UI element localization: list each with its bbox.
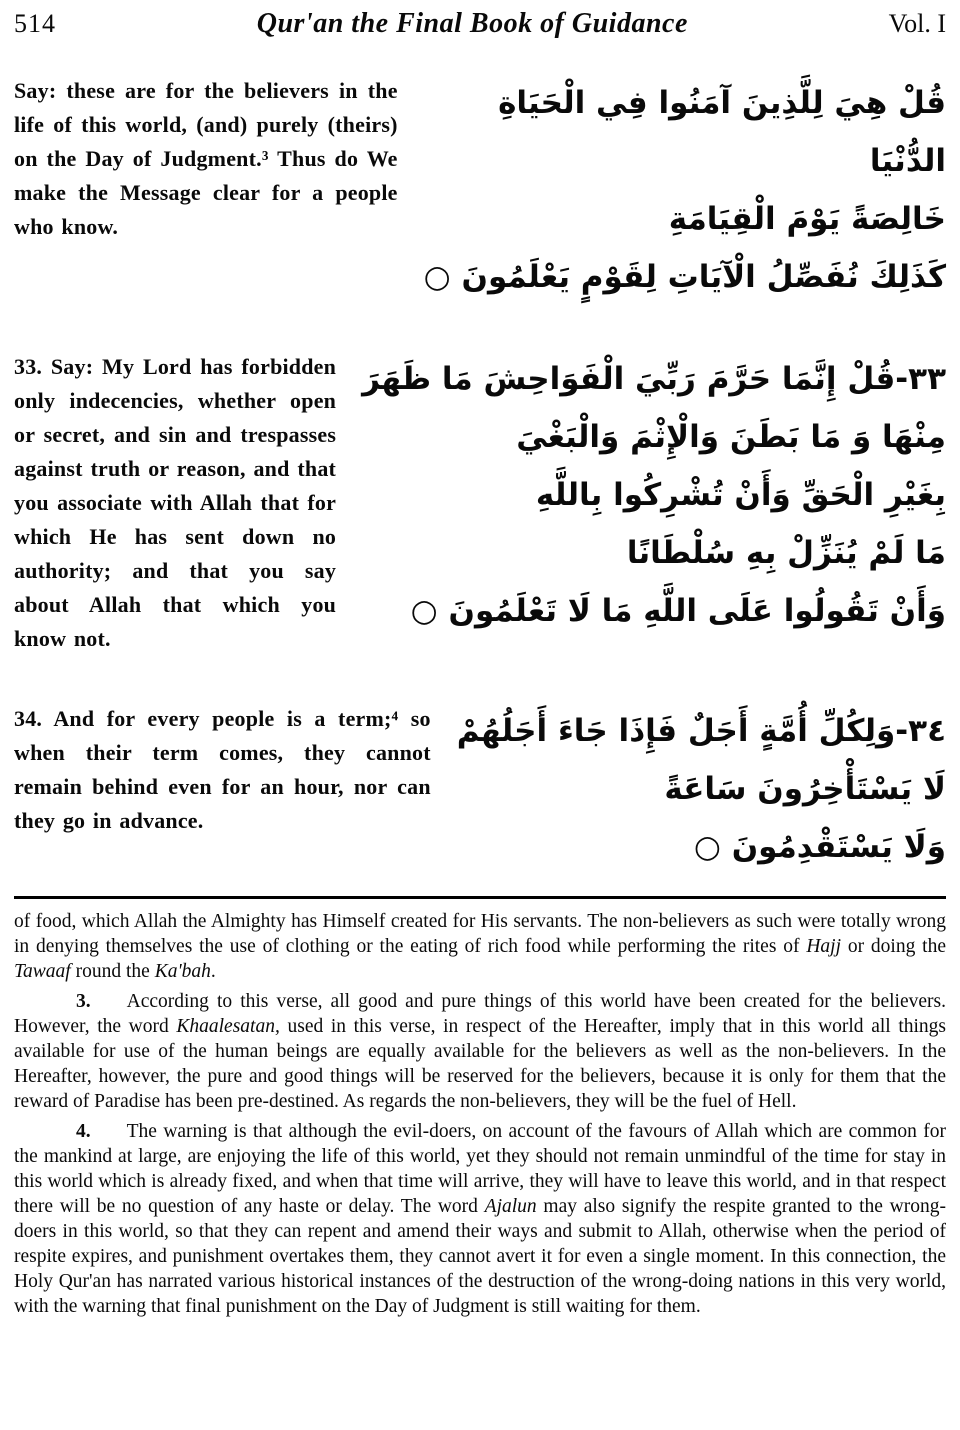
verse-block-32 — [14, 74, 946, 306]
verse-32-english: Say: these are for the believers in the life of this world, (and) purely (theirs) on the Day of Judgment.³ Thus do We make the Message clear for a people who know. — [14, 78, 398, 239]
verse-block-33 — [14, 350, 946, 656]
arabic-line: وَأَنْ تَقُولُوا عَلَى اللَّهِ مَا لَا تَعْلَمُونَ ○ — [410, 593, 946, 629]
footnote-paragraph — [14, 989, 946, 1114]
verse-block-34 — [14, 702, 946, 876]
footnote-number: 4. — [76, 1121, 91, 1142]
arabic-line: الدُّنْيَا — [869, 143, 946, 179]
volume-label: Vol. I — [888, 9, 946, 38]
footnote-text: of food, which Allah the Almighty has Himself created for His servants. The non-believers as such were totally wrong in denying themselves the use of clothing or the eating of rich food while performing the rites of Hajj or doing the Tawaaf round the Ka'bah. — [14, 911, 947, 982]
arabic-line: كَذَلِكَ نُفَصِّلُ الْآيَاتِ لِقَوْمٍ يَعْلَمُونَ ○ — [423, 259, 946, 295]
footnote-paragraph — [14, 909, 946, 984]
page-number: 514 — [14, 9, 56, 38]
footnotes-section — [14, 909, 946, 1319]
footnote-divider — [14, 896, 946, 899]
arabic-line: قُلْ هِيَ لِلَّذِينَ آمَنُوا فِي الْحَيَاةِ — [498, 85, 946, 121]
arabic-line: وَلَا يَسْتَقْدِمُونَ ○ — [693, 829, 946, 865]
arabic-line: بِغَيْرِ الْحَقِّ وَأَنْ تُشْرِكُوا بِاللَّهِ — [535, 477, 946, 513]
arabic-line: مِنْهَا وَ مَا بَطَنَ وَالْإِثْمَ وَالْبَغْيَ — [516, 419, 946, 455]
verse-34-arabic — [431, 702, 946, 876]
verses-section — [14, 74, 946, 876]
arabic-line: مَا لَمْ يُنَزِّلْ بِهِ سُلْطَانًا — [626, 535, 946, 571]
footnote-text: The warning is that although the evil-doers, on account of the favours of Allah which are common for the mankind at large, are enjoying the life of this world, yet they should not remain unmindful of the time for stay in this world which is already fixed, and when that time will arrive, they will have to leave this world, and in that respect there will be no question of any haste or delay. The word Ajalun may also signify the respite granted to the wrong-doers in this world, so that they can repent and amend their ways and submit to Allah, otherwise when the period of respite expires, and punishment overtakes them, they cannot avert it for even a single moment. In this connection, the Holy Qur'an has narrated various historical instances of the destruction of the wrong-doing nations in this very world, with the warning that final punishment on the Day of Judgment is still waiting for them. — [14, 1121, 946, 1317]
verse-32-arabic — [398, 74, 946, 306]
verse-33-arabic — [336, 350, 946, 640]
footnote-text: According to this verse, all good and pure things of this world have been created for the believers. However, the word Khaalesatan, used in this verse, in respect of the Hereafter, imply that in this world all things available for use of the human beings are equally available for the believers as well as the non-believers. In the Hereafter, however, the pure and good things will be reserved for the believers, because it is only for them that the reward of Paradise has been pre-destined. As regards the non-believers, they will be the fuel of Hell. — [14, 991, 946, 1112]
arabic-line: ٣٤-وَلِكُلِّ أُمَّةٍ أَجَلٌ فَإِذَا جَاءَ أَجَلُهُمْ — [456, 713, 946, 749]
arabic-line: لَا يَسْتَأْخِرُونَ سَاعَةً — [664, 771, 946, 807]
arabic-line: خَالِصَةً يَوْمَ الْقِيَامَةِ — [668, 201, 946, 237]
verse-33-english: 33. Say: My Lord has forbidden only indecencies, whether open or secret, and sin and trespasses against truth or reason, and that you associate with Allah that for which He has sent down no authority; and that you say about Allah that which you know not. — [14, 354, 337, 651]
arabic-line: ٣٣-قُلْ إِنَّمَا حَرَّمَ رَبِّيَ الْفَوَاحِشَ مَا ظَهَرَ — [362, 361, 946, 397]
book-title: Qur'an the Final Book of Guidance — [256, 8, 688, 39]
footnote-paragraph — [14, 1119, 946, 1319]
footnote-number: 3. — [76, 991, 91, 1012]
verse-34-english: 34. And for every people is a term;⁴ so when their term comes, they cannot remain behind even for an hour, nor can they go in advance. — [14, 706, 431, 833]
page-header — [14, 8, 946, 48]
